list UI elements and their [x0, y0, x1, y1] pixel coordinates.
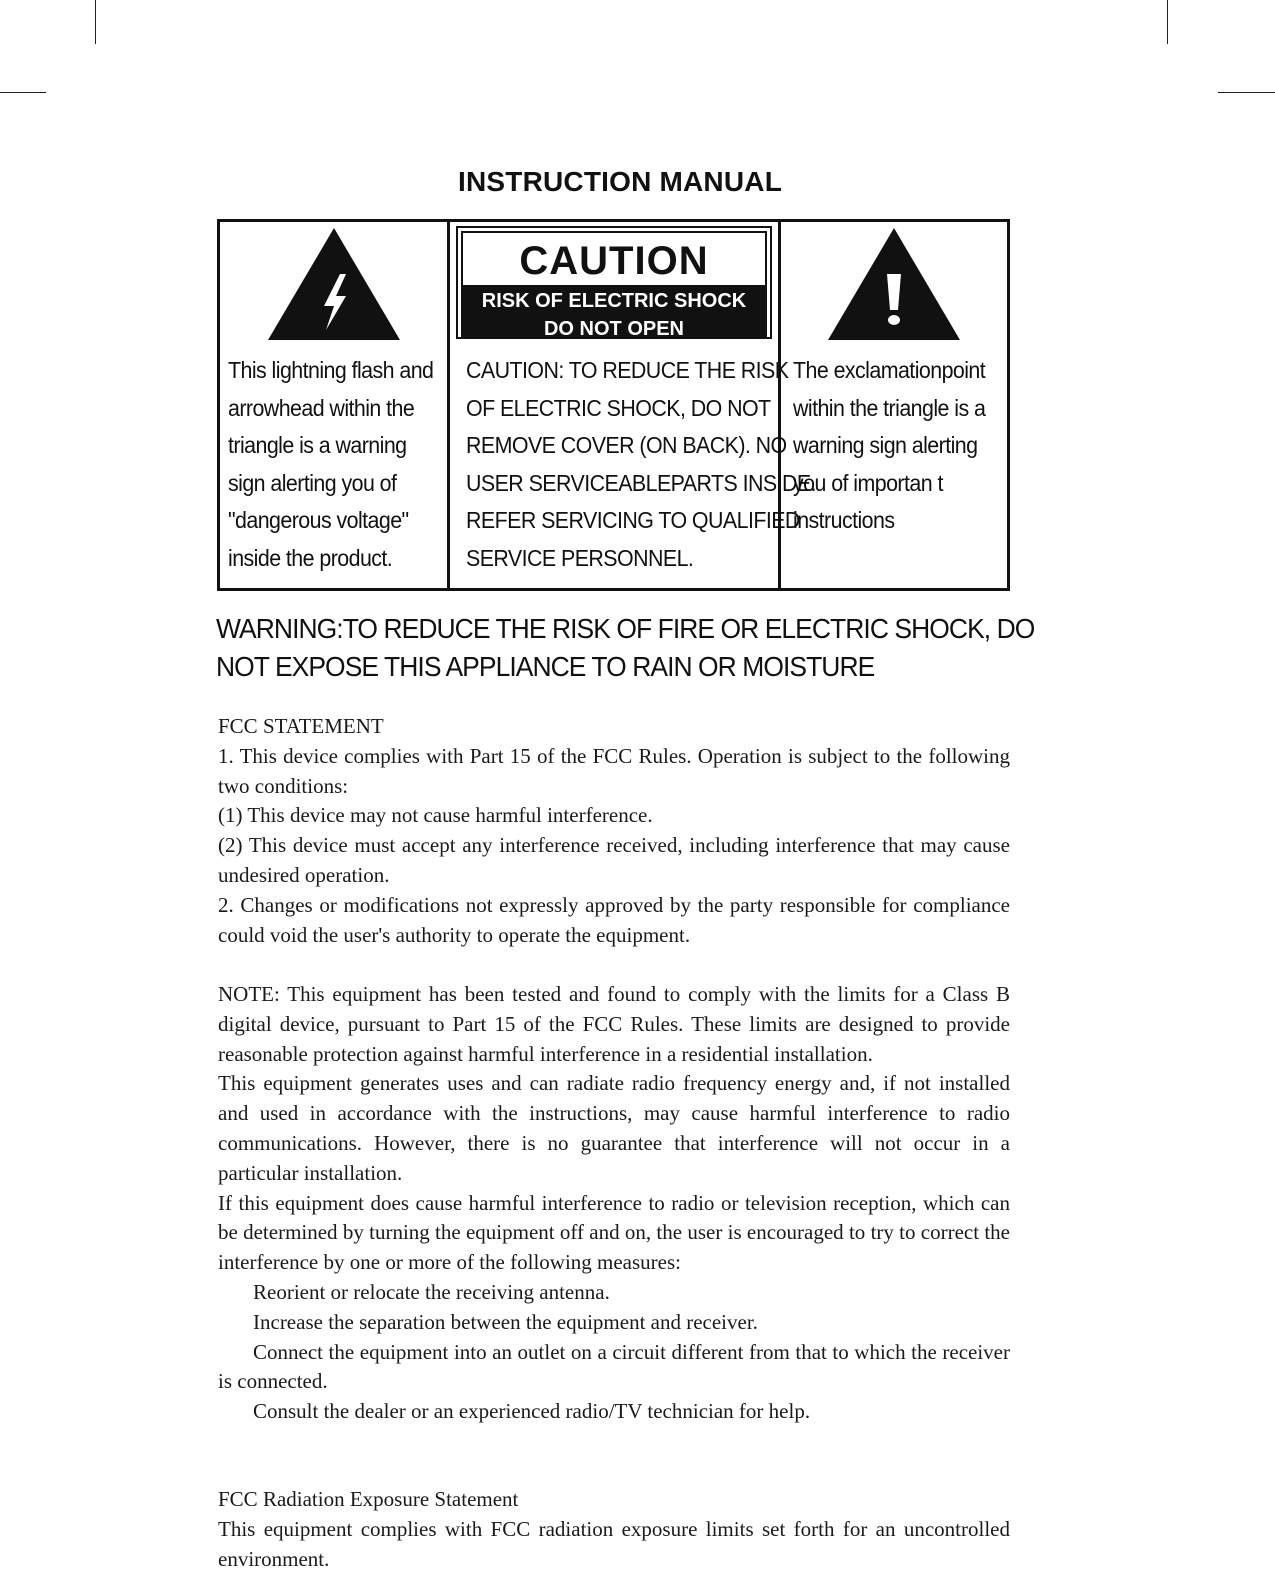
measure-item: Consult the dealer or an experienced radio/TV technician for help.	[253, 1399, 811, 1424]
lightning-triangle-icon	[264, 226, 404, 342]
measure-item: Connect the equipment into an outlet on a circuit different from that to which the receiver is connected.	[218, 1339, 1010, 1394]
caution-sign	[456, 226, 772, 339]
crop-mark-right	[1218, 92, 1275, 93]
crop-mark-left	[0, 92, 46, 93]
caution-cell	[450, 222, 816, 588]
fcc-statement-section: FCC STATEMENT 1. This device complies with Part 15 of the FCC Rules. Operation is subject to the following two conditions: (1) This device may not cause harmful interference. (2) This device must accept any interference received, including interference that may cause undesired operation. 2. Changes or modifications not expressly approved by the party responsible for compliance could void the user's authority to operate the equipment.	[218, 714, 1010, 947]
caution-box	[217, 219, 1010, 591]
measure-item: Increase the separation between the equipment and receiver.	[253, 1309, 758, 1334]
crop-mark-top-left	[95, 0, 96, 44]
moisture-warning: WARNING:TO REDUCE THE RISK OF FIRE OR ELECTRIC SHOCK, DO NOT EXPOSE THIS APPLIANCE TO RAIN OR MOISTURE	[216, 613, 1035, 682]
lightning-description: This lightning flash and arrowhead within the triangle is a warning sign alerting you of "dangerous voltage" inside the product.	[228, 357, 434, 571]
crop-mark-top-right	[1167, 0, 1168, 44]
caution-sign-band: RISK OF ELECTRIC SHOCK DO NOT OPEN	[461, 285, 767, 337]
page-title: INSTRUCTION MANUAL	[457, 166, 782, 197]
caution-sign-word: CAUTION	[461, 231, 767, 285]
radiation-section: FCC Radiation Exposure Statement This equipment complies with FCC radiation exposure limits set forth for an uncontrolled environment.	[218, 1487, 1010, 1571]
measure-item: Reorient or relocate the receiving antenna.	[253, 1279, 610, 1304]
note-section: NOTE: This equipment has been tested and found to comply with the limits for a Class B digital device, pursuant to Part 15 of the FCC Rules. These limits are designed to provide reasonable protection against harmful interference in a residential installation. This equipment generates uses and can radiate radio frequency energy and, if not installed and used in accordance with the instructions, may cause harmful interference to radio communications. However, there is no guarantee that interference will not occur in a particular installation. If this equipment does cause harmful interference to radio or television reception, which can be determined by turning the equipment off and on, the user is encouraged to try to correct the interference by one or more of the following measures: Reorient or relocate the receiving antenna. Increase the separation between the equipment and receiver. Connect the equipment into an outlet on a circuit different from that to which the receiver is connected. Consult the dealer or an experienced radio/TV technician for help.	[218, 980, 1010, 1427]
caution-description: CAUTION: TO REDUCE THE RISK OF ELECTRIC SHOCK, DO NOT REMOVE COVER (ON BACK). NO USER SERVICEABLEPARTS INSIDE. REFER SERVICING TO QUALIFIED SERVICE PERSONNEL.	[466, 357, 816, 571]
radiation-heading: FCC Radiation Exposure Statement	[218, 1487, 519, 1511]
exclamation-cell	[781, 222, 1007, 588]
exclamation-triangle-icon	[824, 226, 964, 342]
lightning-cell	[220, 222, 450, 588]
fcc-heading: FCC STATEMENT	[218, 714, 384, 738]
exclamation-description: The exclamationpoint within the triangle is a warning sign alerting you of importan t instructions	[793, 357, 986, 533]
